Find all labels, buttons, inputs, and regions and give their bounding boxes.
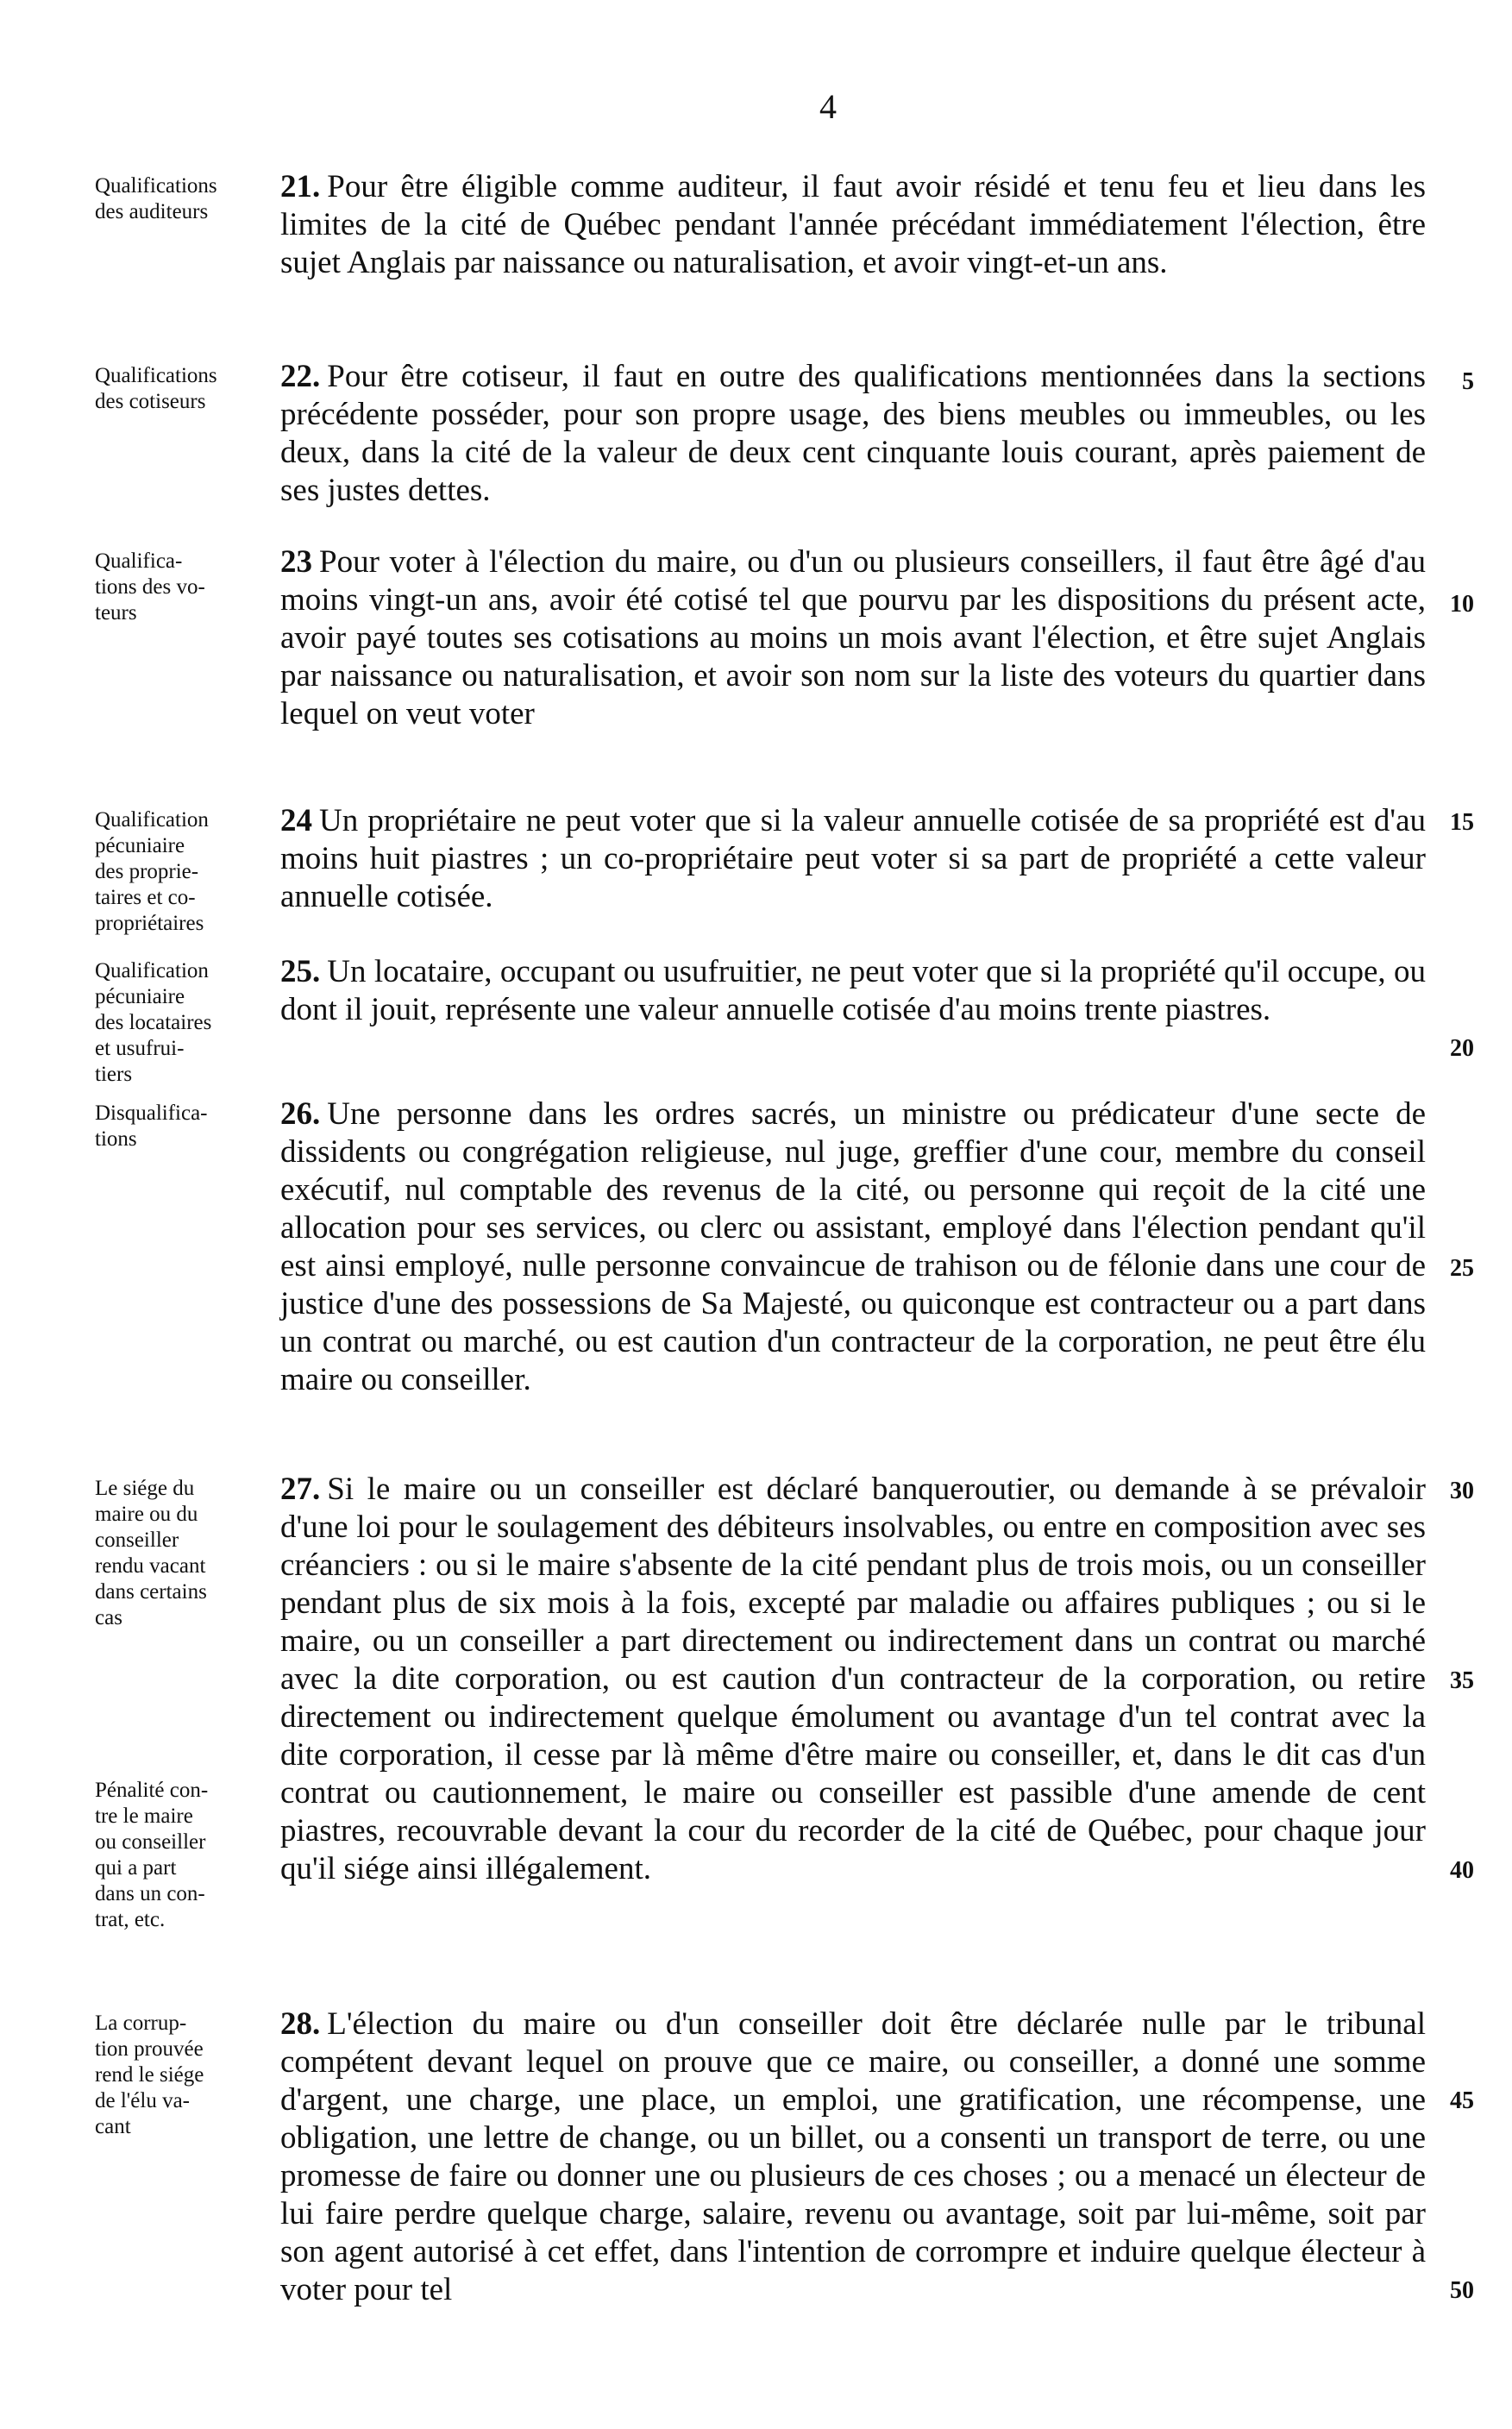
line-number: 40 <box>1450 1857 1474 1884</box>
section-body: Un propriétaire ne peut voter que si la valeur annuelle cotisée de sa propriété est d'au moins huit piastres ; un co-propriétaire peut voter si sa part de propriété a cette valeur annuelle cotisée. <box>280 803 1426 914</box>
section-text <box>280 1095 1426 1399</box>
section-body: Pour être éligible comme auditeur, il faut avoir résidé et tenu feu et lieu dans les limites de la cité de Québec pendant l'année précédant immédiatement l'élection, être sujet Anglais par naissance ou naturalisation, et avoir vingt-et-un ans. <box>280 169 1426 280</box>
section-number: 25. <box>280 954 321 989</box>
margin-note: Qualifications des auditeurs <box>95 174 217 223</box>
section-text <box>280 1471 1426 1888</box>
section-body: Si le maire ou un conseiller est déclaré banqueroutier, ou demande à se prévaloir d'une loi pour le soulagement des débiteurs insolvables, ou entre en composition avec ses créanciers : ou si le maire s'absente de la cité pendant plus de trois mois, ou un conseiller pendant plus de six mois à la fois, excepté par maladie ou affaires publiques ; ou si le maire, ou un conseiller a part directement ou indirectement dans un contrat ou marché avec la dite corporation, ou est caution d'un contracteur de la corporation, ou retire directement ou indirectement quelque émolument ou avantage d'un tel contrat avec la dite corporation, il cesse par là même d'être maire ou conseiller, et, dans le dit cas d'un contrat ou cautionnement, le maire ou conseiller est passible d'une amende de cent piastres, recouvrable devant la cour du recorder de la cité de Québec, pour chaque jour qu'il siége ainsi illégalement. <box>280 1472 1426 1886</box>
line-number: 35 <box>1450 1667 1474 1694</box>
section-number: 24 <box>280 803 312 838</box>
section-21 <box>95 168 1460 282</box>
line-number: 15 <box>1450 809 1474 836</box>
section-text <box>280 953 1426 1029</box>
line-number: 25 <box>1450 1255 1474 1282</box>
section-text <box>280 543 1426 733</box>
margin-note: Disqualifica- tions <box>95 1102 208 1151</box>
section-text <box>280 168 1426 282</box>
margin-note: La corrup- tion prouvée rend le siége de l'élu va- cant <box>95 2012 204 2138</box>
section-28 <box>95 2005 1474 2309</box>
section-body: L'élection du maire ou d'un conseiller doit être déclarée nulle par le tribunal compétent devant lequel on prouve que ce maire, ou conseiller, a donné une somme d'argent, une charge, une place, un emploi, une gratification, une récompense, une obligation, une lettre de change, ou un billet, ou a consenti un transport de terre, ou une promesse de faire ou donner une ou plusieurs de ces choses ; ou a menacé un électeur de lui faire perdre quelque charge, salaire, revenu ou avantage, soit par lui-même, soit par son agent autorisé à cet effet, dans l'intention de corrompre et induire quelque électeur à voter pour tel <box>280 2006 1426 2307</box>
section-23 <box>95 543 1474 733</box>
section-22 <box>95 358 1474 510</box>
line-number: 5 <box>1462 368 1474 395</box>
section-25 <box>95 953 1474 1088</box>
section-number: 27. <box>280 1472 321 1507</box>
line-number: 45 <box>1450 2087 1474 2114</box>
margin-note: Qualification pécuniaire des locataires et usufrui- tiers <box>95 959 212 1086</box>
section-number: 23 <box>280 544 312 580</box>
section-number: 21. <box>280 169 321 204</box>
line-number: 10 <box>1450 591 1474 618</box>
section-24 <box>95 802 1474 937</box>
margin-note-penalty: Pénalité con- tre le maire ou conseiller qui a part dans un con- trat, etc. <box>95 1779 209 1931</box>
margin-note: Qualification pécuniaire des proprie- taires et co- propriétaires <box>95 808 209 935</box>
margin-note: Qualifica- tions des vo- teurs <box>95 549 205 625</box>
section-number: 28. <box>280 2006 321 2042</box>
section-text <box>280 358 1426 510</box>
line-number: 30 <box>1450 1478 1474 1504</box>
section-number: 26. <box>280 1096 321 1132</box>
section-27 <box>95 1471 1474 1888</box>
section-text <box>280 2005 1426 2309</box>
section-body: Une personne dans les ordres sacrés, un ministre ou prédicateur d'une secte de dissidents ou congrégation religieuse, nul juge, greffier d'une cour, membre du conseil exécutif, nul comptable des revenus de la cité, ou personne qui reçoit de la cité une allocation pour ses services, ou clerc ou assistant, employé dans l'élection pendant qu'il est ainsi employé, nulle personne convaincue de trahison ou de félonie dans une cour de justice d'une des possessions de Sa Majesté, ou quiconque est contracteur ou a part dans un contrat ou marché, ou est caution d'un contracteur de la corporation, ne peut être élu maire ou conseiller. <box>280 1096 1426 1397</box>
section-26 <box>95 1095 1474 1399</box>
margin-note: Qualifications des cotiseurs <box>95 364 217 413</box>
line-number: 20 <box>1450 1035 1474 1062</box>
section-body: Pour être cotiseur, il faut en outre des qualifications mentionnées dans la sections précédente posséder, pour son propre usage, des biens meubles ou immeubles, ou les deux, dans la cité de la valeur de deux cent cinquante louis courant, après paiement de ses justes dettes. <box>280 359 1426 508</box>
line-number: 50 <box>1450 2277 1474 2304</box>
section-body: Pour voter à l'élection du maire, ou d'un ou plusieurs conseillers, il faut être âgé d'au moins vingt-un ans, avoir été cotisé tel que pourvu par les dispositions du présent acte, avoir payé toutes ses cotisations au moins un mois avant l'élection, et être sujet Anglais par naissance ou naturalisation, et avoir son nom sur la liste des voteurs du quartier dans lequel on veut voter <box>280 544 1426 731</box>
section-number: 22. <box>280 359 321 394</box>
page-number: 4 <box>819 87 837 126</box>
margin-note: Le siége du maire ou du conseiller rendu vacant dans certains cas <box>95 1477 207 1629</box>
section-body: Un locataire, occupant ou usufruitier, ne peut voter que si la propriété qu'il occupe, ou dont il jouit, représente une valeur annuelle cotisée d'au moins trente piastres. <box>280 954 1426 1027</box>
section-text <box>280 802 1426 916</box>
